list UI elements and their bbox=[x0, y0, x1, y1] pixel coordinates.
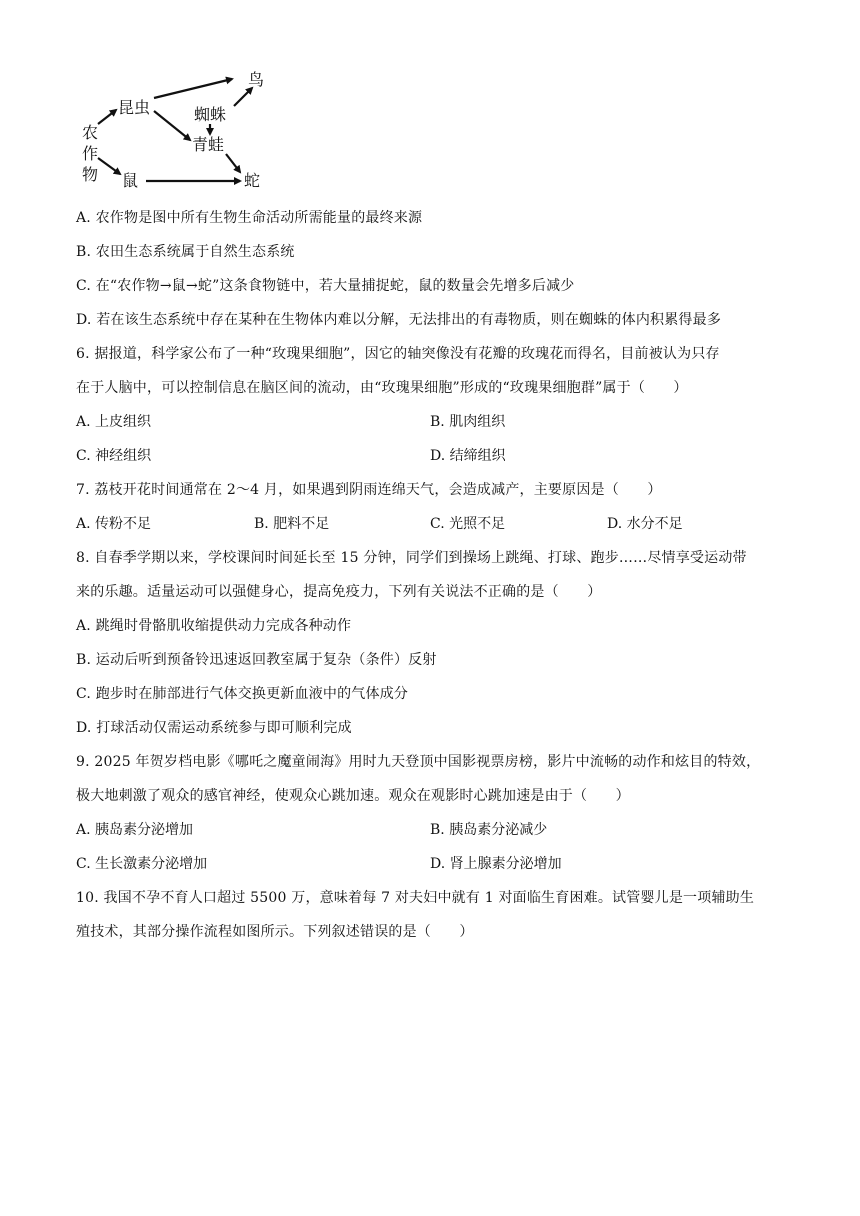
q8-stem-line2: 来的乐趣。适量运动可以强健身心，提高免疫力，下列有关说法不正确的是（ ） bbox=[76, 584, 602, 600]
q7-option-d: D. 水分不足 bbox=[607, 516, 683, 532]
q9-stem-line2: 极大地刺激了观众的感官神经，使观众心跳加速。观众在观影时心跳加速是由于（ ） bbox=[76, 788, 630, 804]
q8-option-a: A. 跳绳时骨骼肌收缩提供动力完成各种动作 bbox=[76, 618, 352, 634]
node-spider: 蜘蛛 bbox=[194, 105, 227, 124]
food-web-diagram bbox=[76, 66, 276, 196]
q6-stem-line1: 6. 据报道，科学家公布了一种“玫瑰果细胞”，因它的轴突像没有花瓣的玫瑰花而得名，目前被认为只存 bbox=[76, 346, 720, 362]
q10-stem-line2: 殖技术，其部分操作流程如图所示。下列叙述错误的是（ ） bbox=[76, 924, 474, 940]
node-rat: 鼠 bbox=[122, 171, 139, 190]
q6-stem-line2: 在于人脑中，可以控制信息在脑区间的流动，由“玫瑰果细胞”形成的“玫瑰果细胞群”属于（ ） bbox=[76, 380, 688, 396]
q7-stem: 7. 荔枝开花时间通常在 2～4 月，如果遇到阴雨连绵天气，会造成减产，主要原因是（ ） bbox=[76, 482, 662, 498]
q9-stem-line1: 9. 2025 年贺岁档电影《哪吒之魔童闹海》用时九天登顶中国影视票房榜，影片中流畅的动作和炫目的特效， bbox=[76, 754, 761, 770]
node-bird: 鸟 bbox=[248, 70, 265, 89]
q6-option-a: A. 上皮组织 bbox=[76, 414, 152, 430]
q10-stem-line1: 10. 我国不孕不育人口超过 5500 万，意味着每 7 对夫妇中就有 1 对面临生育困难。试管婴儿是一项辅助生 bbox=[76, 890, 755, 906]
node-snake: 蛇 bbox=[244, 171, 261, 190]
arrow-crop-insect bbox=[98, 110, 116, 124]
q9-option-d: D. 肾上腺素分泌增加 bbox=[430, 856, 562, 872]
q9-option-b: B. 胰岛素分泌减少 bbox=[430, 822, 548, 838]
arrow-crop-rat bbox=[98, 158, 120, 174]
q5-option-a: A. 农作物是图中所有生物生命活动所需能量的最终来源 bbox=[76, 210, 423, 226]
q8-stem-line1: 8. 自春季学期以来，学校课间时间延长至 15 分钟，同学们到操场上跳绳、打球、跑步……尽情享受运动带 bbox=[76, 550, 747, 566]
q6-option-d: D. 结缔组织 bbox=[430, 448, 506, 464]
q7-option-b: B. 肥料不足 bbox=[254, 516, 330, 532]
node-crop: 农作物 bbox=[82, 123, 99, 184]
arrow-insect-bird bbox=[154, 79, 232, 98]
q6-option-b: B. 肌肉组织 bbox=[430, 414, 506, 430]
q5-option-b: B. 农田生态系统属于自然生态系统 bbox=[76, 244, 295, 260]
arrow-frog-snake bbox=[226, 154, 240, 172]
q9-option-c: C. 生长激素分泌增加 bbox=[76, 856, 208, 872]
q5-option-c: C. 在“农作物→鼠→蛇”这条食物链中，若大量捕捉蛇，鼠的数量会先增多后减少 bbox=[76, 278, 575, 294]
q7-option-a: A. 传粉不足 bbox=[76, 516, 152, 532]
arrow-frog-bird bbox=[234, 88, 252, 106]
q8-option-b: B. 运动后听到预备铃迅速返回教室属于复杂（条件）反射 bbox=[76, 652, 437, 668]
q5-option-d: D. 若在该生态系统中存在某种在生物体内难以分解，无法排出的有毒物质，则在蜘蛛的体内积累得最多 bbox=[76, 312, 722, 328]
q7-option-c: C. 光照不足 bbox=[430, 516, 506, 532]
q6-option-c: C. 神经组织 bbox=[76, 448, 152, 464]
q8-option-c: C. 跑步时在肺部进行气体交换更新血液中的气体成分 bbox=[76, 686, 409, 702]
q9-option-a: A. 胰岛素分泌增加 bbox=[76, 822, 194, 838]
q8-option-d: D. 打球活动仅需运动系统参与即可顺利完成 bbox=[76, 720, 352, 736]
node-frog: 青蛙 bbox=[192, 135, 225, 154]
node-insect: 昆虫 bbox=[118, 98, 151, 117]
arrow-insect-frog bbox=[154, 111, 190, 140]
